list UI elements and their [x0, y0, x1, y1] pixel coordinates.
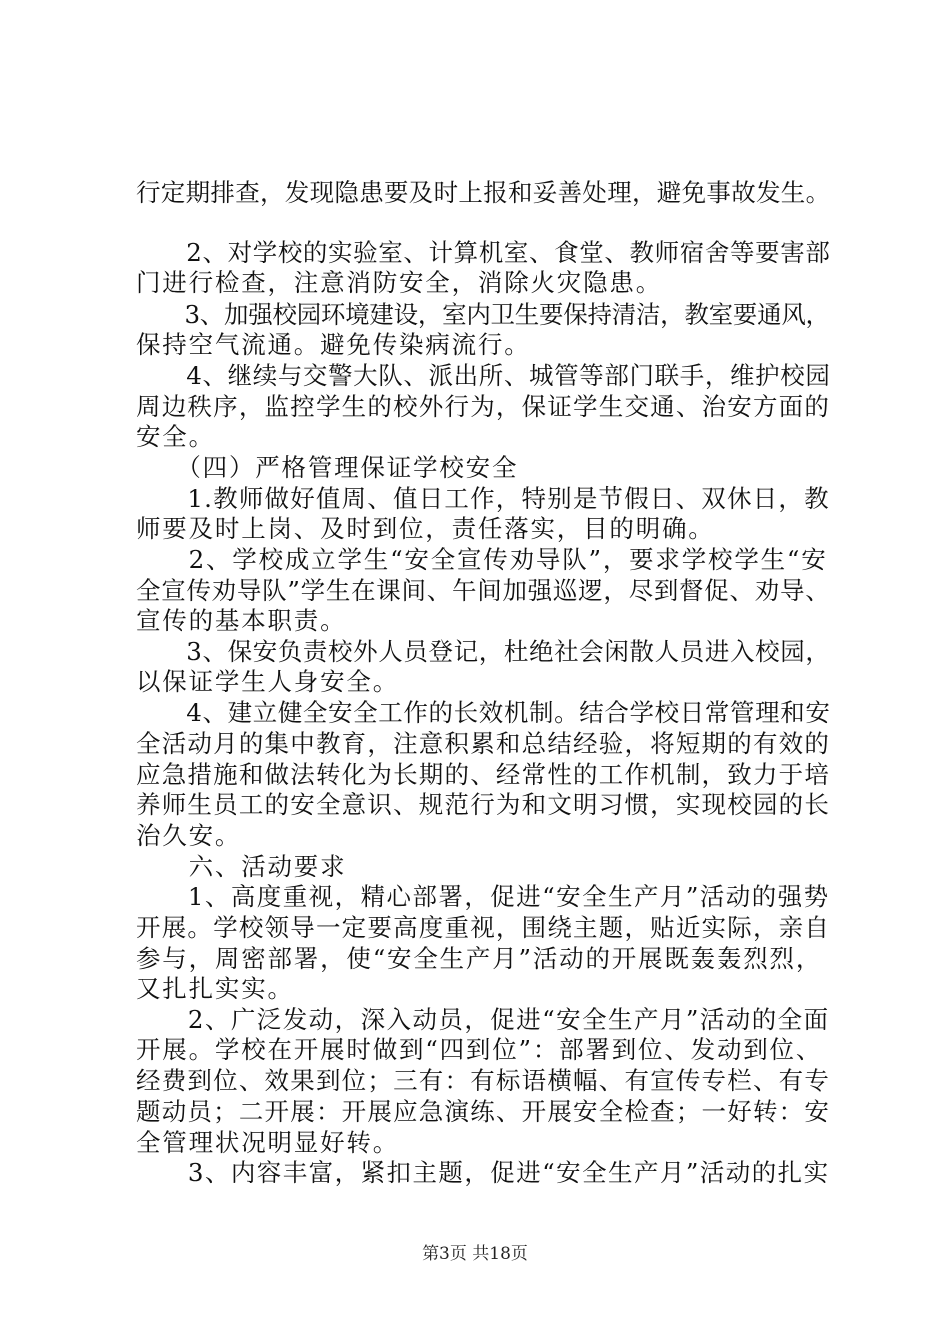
text-line: 又扎扎实实。 [136, 974, 294, 1003]
text-line: 全管理状况明显好转。 [136, 1128, 399, 1157]
text-line: 宣传的基本职责。 [136, 606, 347, 635]
section-heading: 六、活动要求 [136, 852, 347, 881]
text-line: 开展。学校在开展时做到“四到位”：部署到位、发动到位、 [136, 1035, 823, 1064]
text-line: 1.教师做好值周、值日工作，特别是节假日、双休日，教 [136, 484, 830, 513]
page-number-footer: 第3页 共18页 [422, 1244, 528, 1264]
text-line: 1、高度重视，精心部署，促进“安全生产月”活动的强势 [136, 882, 830, 911]
text-line: 全活动月的集中教育，注意积累和总结经验，将短期的有效的 [136, 729, 831, 758]
text-line: 经费到位、效果到位；三有：有标语横幅、有宣传专栏、有专 [136, 1066, 831, 1095]
text-line: 养师生员工的安全意识、规范行为和文明习惯，实现校园的长 [136, 790, 831, 819]
text-line: 2、学校成立学生“安全宣传劝导队”，要求学校学生“安 [136, 545, 828, 574]
text-line: 行定期排查，发现隐患要及时上报和妥善处理，避免事故发生。 [136, 178, 831, 207]
text-line: 4、建立健全安全工作的长效机制。结合学校日常管理和安 [136, 698, 831, 727]
text-line: 以保证学生人身安全。 [136, 667, 399, 696]
text-line: 门进行检查，注意消防安全，消除火灾隐患。 [136, 268, 662, 297]
text-line: 全宣传劝导队”学生在课间、午间加强巡逻，尽到督促、劝导、 [136, 576, 831, 605]
text-line: 应急措施和做法转化为长期的、经常性的工作机制，致力于培 [136, 760, 831, 789]
section-heading: （四）严格管理保证学校安全 [136, 453, 519, 482]
text-line: 3、内容丰富，紧扣主题，促进“安全生产月”活动的扎实 [136, 1158, 830, 1187]
text-line: 题动员；二开展：开展应急演练、开展安全检查；一好转：安 [136, 1097, 831, 1126]
text-line: 3、保安负责校外人员登记，杜绝社会闲散人员进入校园， [136, 637, 831, 666]
text-line: 保持空气流通。避免传染病流行。 [136, 330, 531, 359]
text-line: 治久安。 [136, 821, 242, 850]
text-line: 安全。 [136, 422, 215, 451]
text-line: 2、对学校的实验室、计算机室、食堂、教师宿舍等要害部 [136, 238, 831, 267]
text-line: 2、广泛发动，深入动员，促进“安全生产月”活动的全面 [136, 1005, 830, 1034]
text-line: 4、继续与交警大队、派出所、城管等部门联手，维护校园 [136, 361, 831, 390]
text-line: 3、加强校园环境建设，室内卫生要保持清洁，教室要通风， [136, 300, 830, 329]
text-line: 周边秩序，监控学生的校外行为，保证学生交通、治安方面的 [136, 392, 831, 421]
text-line: 师要及时上岗、及时到位，责任落实，目的明确。 [136, 514, 715, 543]
text-line: 参与，周密部署，使“安全生产月”活动的开展既轰轰烈烈， [136, 944, 823, 973]
text-line: 开展。学校领导一定要高度重视，围绕主题，贴近实际，亲自 [136, 913, 831, 942]
